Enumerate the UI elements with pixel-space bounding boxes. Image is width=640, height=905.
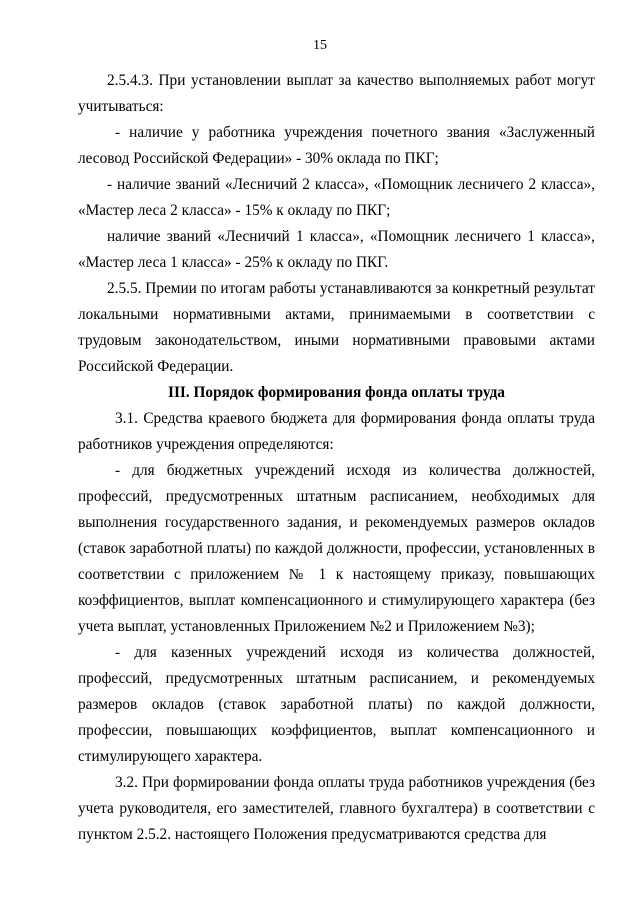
paragraph-state-institutions: - для казенных учреждений исходя из количества должностей, профессий, предусмотренных штатным расписанием, и рекомендуемых размеров окладов (ставок заработной платы) по каждой должности, профессии, повышающих коэффициентов, выплат компенсационного и стимулирующего характера. [78, 644, 595, 765]
paragraph-class-1-titles: наличие званий «Лесничий 1 класса», «Помощник лесничего 1 класса», «Мастер леса 1 класса» - 25% к окладу по ПКГ. [78, 228, 595, 271]
paragraph-2-5-4-3: 2.5.4.3. При установлении выплат за качество выполняемых работ могут учитываться: [78, 72, 595, 115]
paragraph-3-2: 3.2. При формировании фонда оплаты труда работников учреждения (без учета руководителя, его заместителей, главного бухгалтера) в соответствии с пунктом 2.5.2. настоящего Положения предусматриваются средства для [78, 774, 595, 843]
paragraph-honored-forester: - наличие у работника учреждения почетного звания «Заслуженный лесовод Российской Федерации» - 30% оклада по ПКГ; [78, 124, 595, 167]
paragraph-class-2-titles: - наличие званий «Лесничий 2 класса», «Помощник лесничего 2 класса», «Мастер леса 2 класса» - 15% к окладу по ПКГ; [78, 176, 595, 219]
section-heading: III. Порядок формирования фонда оплаты труда [168, 384, 505, 401]
paragraph-2-5-5: 2.5.5. Премии по итогам работы устанавливаются за конкретный результат локальными нормативными актами, принимаемыми в соответствии с трудовым законодательством, иными нормативными правовыми актами Российской Федерации. [78, 280, 595, 375]
page-number: 15 [313, 38, 327, 53]
paragraph-3-1: 3.1. Средства краевого бюджета для формирования фонда оплаты труда работников учреждения определяются: [78, 410, 595, 453]
document-body [78, 68, 595, 848]
paragraph-budget-institutions: - для бюджетных учреждений исходя из количества должностей, профессий, предусмотренных штатным расписанием, необходимых для выполнения государственного задания, и рекомендуемых размеров окладов (ставок заработной платы) по каждой должности, профессии, установленных в соответствии с приложением № 1 к настоящему приказу, повышающих коэффициентов, выплат компенсационного и стимулирующего характера (без учета выплат, установленных Приложением №2 и Приложением №3); [78, 462, 595, 635]
